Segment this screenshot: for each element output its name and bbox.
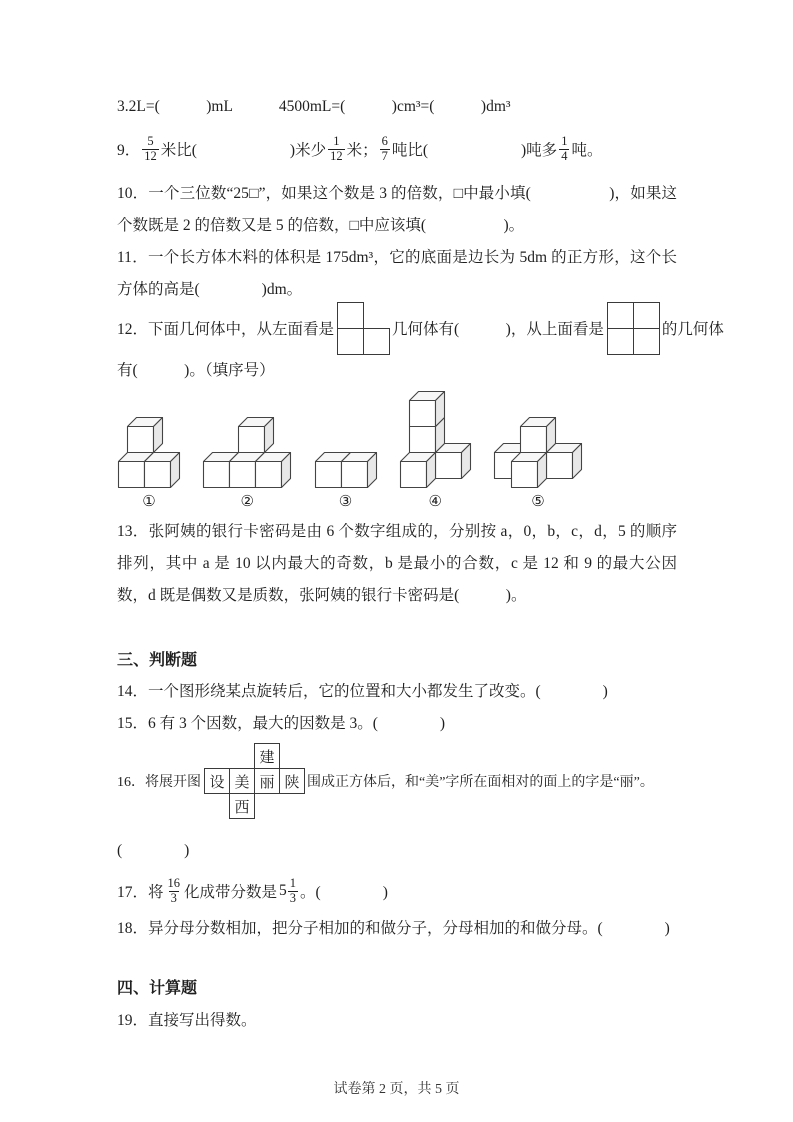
left-view-shape bbox=[337, 302, 389, 354]
grid-gap bbox=[254, 793, 279, 818]
grid-gap bbox=[204, 743, 229, 768]
grid-gap bbox=[279, 743, 304, 768]
grid-cell bbox=[607, 328, 634, 355]
question-17 bbox=[117, 868, 677, 914]
figure-label: ④ bbox=[428, 492, 442, 510]
text-run: 围成正方体后，和“美”字所在面相对的面上的字是“丽”。 bbox=[307, 774, 654, 790]
figure-label: ⑤ bbox=[531, 492, 545, 510]
grid-cell bbox=[337, 302, 364, 329]
fraction-stack bbox=[142, 135, 159, 163]
question-16 bbox=[117, 743, 677, 818]
section-judge-title: 三、判断题 bbox=[117, 652, 198, 669]
mixed-whole: 5 bbox=[279, 882, 287, 899]
fraction-numerator: 5 bbox=[147, 134, 154, 148]
grid-cell: 陕 bbox=[279, 768, 305, 794]
section-calc-title: 四、计算题 bbox=[117, 980, 198, 997]
question-11: 11．一个长方体木料的体积是 175dm³，它的底面是边长为 5dm 的正方形，这个长方体的高是( )dm。 bbox=[117, 249, 677, 298]
fraction-denominator: 3 bbox=[170, 890, 177, 905]
grid-cell: 建 bbox=[254, 743, 280, 769]
question-10: 10．一个三位数“25□”，如果这个数是 3 的倍数，□中最小填( )，如果这个数既是 2 的倍数又是 5 的倍数，□中应该填( )。 bbox=[117, 185, 677, 234]
text-run: 9． bbox=[117, 142, 141, 159]
grid-cell: 设 bbox=[204, 768, 230, 794]
figure-label: ② bbox=[240, 492, 254, 510]
cube-net bbox=[204, 743, 304, 818]
grid-cell: 美 bbox=[229, 768, 255, 794]
cube-figure bbox=[202, 416, 292, 510]
grid-cell bbox=[337, 328, 364, 355]
question-14: 14．一个图形绕某点旋转后，它的位置和大小都发生了改变。( ) bbox=[117, 683, 608, 700]
cube-figure bbox=[117, 416, 181, 510]
fraction bbox=[380, 135, 390, 163]
fraction-numerator: 1 bbox=[561, 134, 568, 148]
cube-figure bbox=[399, 390, 472, 510]
fraction-denominator: 12 bbox=[330, 148, 343, 163]
question-9 bbox=[117, 126, 677, 172]
grid-gap bbox=[229, 743, 254, 768]
text-run: 米比( )米少 bbox=[160, 142, 327, 159]
text-run: 吨。 bbox=[571, 142, 603, 159]
text-run: 16．将展开图 bbox=[117, 774, 201, 790]
grid-gap bbox=[279, 793, 304, 818]
fraction-stack bbox=[380, 135, 390, 163]
fraction-stack bbox=[328, 135, 345, 163]
question-13: 13．张阿姨的银行卡密码是由 6 个数字组成的，分别按 a，0，b，c，d，5 的顺序排列，其中 a 是 10 以内最大的奇数，b 是最小的合数，c 是 12 和 9 的最大公因数，d 既是偶数又是质数，张阿姨的银行卡密码是( )。 bbox=[117, 523, 677, 604]
grid-gap bbox=[204, 793, 229, 818]
grid-cell bbox=[607, 302, 634, 329]
text-run: 米； bbox=[346, 142, 378, 159]
cube-figure bbox=[314, 451, 378, 510]
fraction-numerator: 6 bbox=[381, 134, 388, 148]
grid-cell: 西 bbox=[229, 793, 255, 819]
fraction-denominator: 12 bbox=[144, 148, 157, 163]
question-18: 18．异分母分数相加，把分子相加的和做分子，分母相加的和做分母。( ) bbox=[117, 920, 670, 937]
grid-gap bbox=[363, 302, 389, 328]
fraction-denominator: 4 bbox=[561, 148, 568, 163]
cube-figure-drawing bbox=[399, 390, 472, 489]
fraction-denominator: 3 bbox=[289, 890, 297, 905]
top-view-shape bbox=[607, 302, 659, 354]
fraction-stack bbox=[559, 135, 569, 163]
question-12-line2: 有( )。（填序号） bbox=[117, 362, 275, 379]
fraction-stack bbox=[288, 877, 298, 905]
figure-label: ① bbox=[142, 492, 156, 510]
text-run: 12．下面几何体中，从左面看是 bbox=[117, 321, 335, 338]
fraction bbox=[279, 877, 298, 905]
cube-figure-drawing bbox=[314, 451, 378, 489]
fraction bbox=[166, 877, 183, 905]
content-area bbox=[117, 0, 724, 1032]
grid-cell: 丽 bbox=[254, 768, 280, 794]
fraction-denominator: 7 bbox=[381, 148, 388, 163]
cube-figure-drawing bbox=[493, 416, 583, 489]
text-run: 吨比( )吨多 bbox=[391, 142, 558, 159]
text-run: 的几何体 bbox=[661, 321, 724, 338]
fraction-stack bbox=[166, 877, 183, 905]
cube-figure-drawing bbox=[202, 416, 292, 489]
fraction-numerator: 1 bbox=[289, 876, 297, 890]
fraction bbox=[559, 135, 569, 163]
grid-cell bbox=[633, 328, 660, 355]
figure-label: ③ bbox=[338, 492, 353, 510]
question-15: 15．6 有 3 个因数，最大的因数是 3。( ) bbox=[117, 715, 446, 732]
question-19: 19．直接写出得数。 bbox=[117, 1012, 257, 1029]
cube-figures bbox=[117, 390, 583, 510]
grid-cell bbox=[633, 302, 660, 329]
text-run: 17．将 bbox=[117, 884, 164, 901]
page-footer: 试卷第 2 页，共 5 页 bbox=[333, 1082, 460, 1097]
text-run: 化成带分数是 bbox=[184, 884, 278, 901]
question-12 bbox=[117, 302, 724, 354]
fraction-numerator: 1 bbox=[333, 134, 340, 148]
fraction bbox=[142, 135, 159, 163]
grid-cell bbox=[363, 328, 390, 355]
question-8-units-line: 3.2L=( )mL 4500mL=( )cm³=( )dm³ bbox=[117, 98, 511, 115]
fraction-numerator: 16 bbox=[167, 876, 181, 890]
text-run: 。( ) bbox=[300, 884, 388, 901]
text-run: 几何体有( )，从上面看是 bbox=[392, 321, 604, 338]
cube-figure-drawing bbox=[117, 416, 181, 489]
cube-figure bbox=[493, 416, 583, 510]
fraction bbox=[328, 135, 345, 163]
question-16-answer-blank: ( ) bbox=[117, 842, 190, 859]
